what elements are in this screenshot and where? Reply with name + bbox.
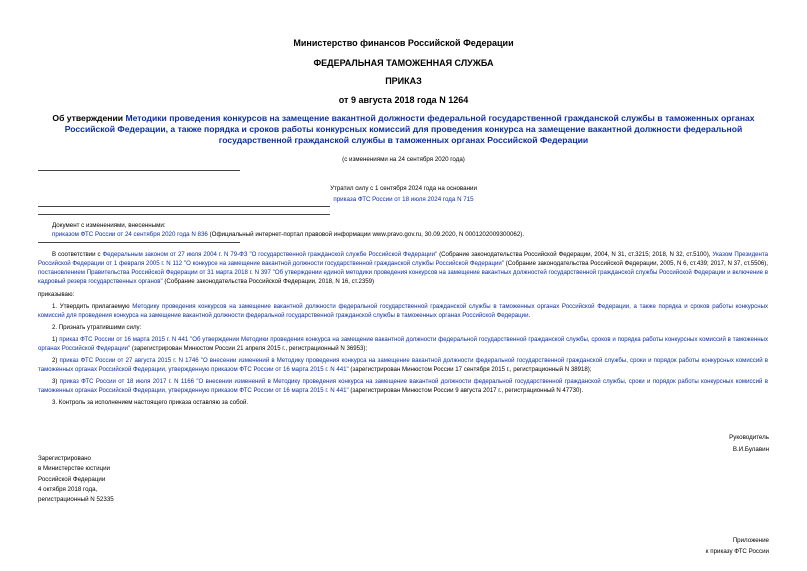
sub-item-1 [38,335,768,353]
presidential-decree-link[interactable]: Указом Президента Российской Федерации от 1 февраля 2005 г. N 112 "О конкурсе на замещение вакантной должности государственной гражданской службы Российской Федерации" [38,251,768,267]
appendix-line: к приказу ФТС России [705,548,769,555]
appendix-line: Приложение [732,537,769,544]
document-body [38,250,768,410]
repealed-order-1166-link[interactable]: приказ ФТС России от 18 июля 2017 г. N 1166 "О внесении изменений в Методику проведения конкурса на замещение вакантной должности федеральной государственной гражданской службы, сроки и порядок работы конкурсных комиссий в таможенных органах Российской Федерации, утвержденную приказом ФТС России от 16 марта 2015 г. N 441" [38,378,768,394]
item-text: (зарегистрирован Минюстом России 17 сентября 2015 г., регистрационный N 38918); [348,366,592,373]
item-text: 1. Утвердить прилагаемую [52,303,133,310]
registration-line: Зарегистрировано [38,455,91,462]
registration-line: Российской Федерации [38,475,106,483]
item-text: 3) [52,378,60,385]
item-text: 1) [52,336,60,343]
divider [38,206,330,207]
title-prefix: Об утверждении [52,113,126,123]
item-text: (зарегистрирован Минюстом России 9 августа 2017 г., регистрационный N 47730). [348,387,584,394]
registration-line: в Министерстве юстиции [38,465,111,473]
changes-order-link[interactable]: приказом ФТС России от 24 сентября 2020 года N 836 [52,231,208,238]
repealed-order-441-link[interactable]: приказ ФТС России от 16 марта 2015 г. N 441 "Об утверждении Методики проведения конкурса на замещение вакантной должности федеральной государственной гражданской службы, сроков и порядка работы конкурсных комиссий в таможенных органах Российской Федерации" [38,336,768,352]
item-text: 2) [52,357,60,364]
doc-date-heading: от 9 августа 2018 года N 1264 [338,95,469,105]
item-3: 3. Контроль за исполнением настоящего приказа оставляю за собой. [52,399,249,406]
title-methodology-link[interactable]: Методики проведения конкурсов на замещение вакантной должности федеральной государственной гражданской службы в таможенных органах Российской Федерации, а также порядка и сроков работы конкурсных комиссий для проведения конкурса на замещение вакантной должности федеральной государственной гражданской службы в таможенных органах Российской Федерации [64,113,755,145]
repeal-line: Утратил силу с 1 сентября 2024 года на основании [330,185,477,192]
repeal-note [250,183,557,205]
orders-word: приказываю: [38,291,75,298]
changes-document [52,221,772,239]
sub-item-2 [38,356,768,374]
methodology-link[interactable]: Методику проведения конкурсов на замещение вакантной должности федеральной государственной гражданской службы в таможенных органах Российской Федерации, а также порядка и сроков работы конкурсных комиссий для проведения конкурса на замещение вакантной должности федеральной государственной гражданской службы в таможенных органах Российской Федерации [38,303,768,319]
government-resolution-link[interactable]: постановлением Правительства Российской Федерации от 31 марта 2018 г. N 397 "Об утверждении единой методики проведения конкурсов на замещение вакантных должностей государственной гражданской службы Российской Федерации и включение в кадровый резерв государственных органов" [38,269,768,285]
preamble-text: (Собрание законодательства Российской Федерации, 2018, N 16, ст.2359) [162,278,375,285]
ministry-heading: Министерство финансов Российской Федерации [293,38,514,48]
changes-label: Документ с изменениями, внесенными: [52,222,166,229]
item-1 [38,302,768,320]
signature-role: Руководитель [729,434,769,441]
doc-type-heading: ПРИКАЗ [385,76,422,86]
repeal-order-link[interactable]: приказа ФТС России от 18 июля 2024 года N 715 [333,196,474,203]
signature-block [729,432,769,456]
divider [38,242,240,243]
federal-law-link[interactable]: Федеральным законом от 27 июля 2004 г. N 79-ФЗ "О государственной гражданской службе Российской Федерации" [102,251,438,258]
item-text: (зарегистрирован Минюстом России 21 апреля 2015 г., регистрационный N 36953); [130,345,368,352]
sub-item-3 [38,377,768,395]
preamble-text: В соответствии с [52,251,103,258]
item-text: . [528,312,531,319]
changes-note: (с изменениями на 24 сентября 2020 года) [342,156,465,163]
service-heading: ФЕДЕРАЛЬНАЯ ТАМОЖЕННАЯ СЛУЖБА [313,58,494,68]
preamble-text: (Собрание законодательства Российской Федерации, 2004, N 31, ст.3215; 2018, N 32, ст.5100), [437,251,713,258]
appendix-block [706,535,769,557]
preamble-text: (Собрание законодательства Российской Федерации, 2005, N 6, ст.439; 2017, N 37, ст.5506), [503,260,768,267]
registration-line: 4 октября 2018 года, [38,485,98,493]
item-2: 2. Признать утратившими силу: [52,324,142,331]
signature-name: В.И.Булавин [732,446,769,453]
registration-block [38,454,114,505]
divider [38,170,240,171]
divider [38,214,330,215]
repealed-order-1746-link[interactable]: приказ ФТС России от 27 августа 2015 г. N 1746 "О внесении изменений в Методику проведения конкурса на замещение вакантной должности федеральной государственной гражданской службы, сроки и порядок работы конкурсных комиссий в таможенных органах Российской Федерации, утвержденную приказом ФТС России от 16 марта 2015 г. N 441" [38,357,768,373]
registration-line: регистрационный N 52335 [38,496,114,504]
document-title [30,113,777,146]
preamble [38,250,768,286]
changes-source: (Официальный интернет-портал правовой информации www.pravo.gov.ru, 30.09.2020, N 0001202009300062). [207,231,525,238]
